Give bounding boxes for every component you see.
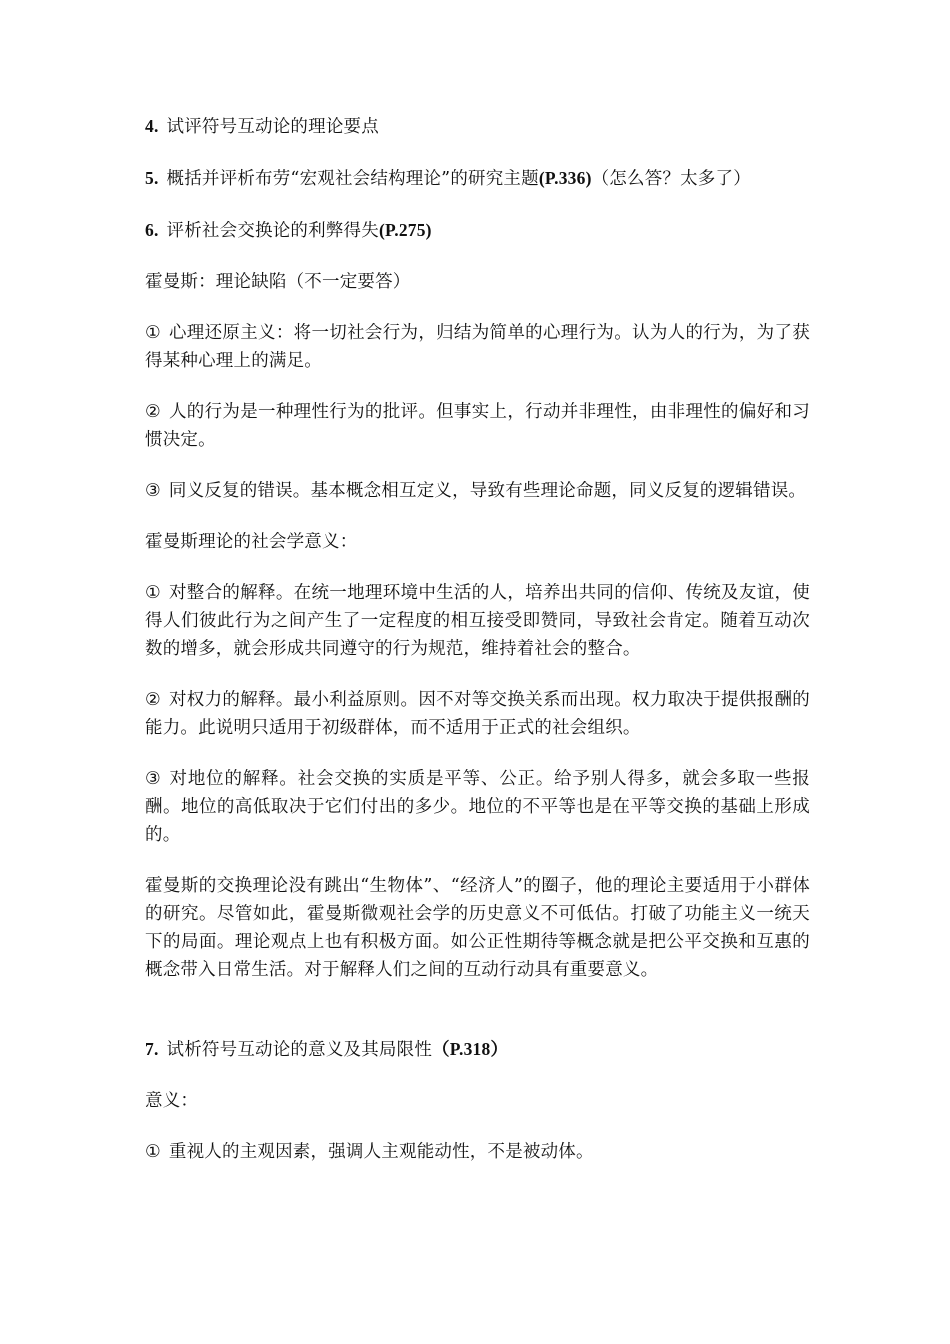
question-text: 试评符号互动论的理论要点 — [166, 117, 379, 137]
item-marker: ① — [145, 583, 161, 603]
question-5 — [145, 164, 810, 193]
question-7 — [145, 1035, 810, 1064]
question-note: （怎么答？太多了） — [591, 169, 751, 189]
item-text: 人的行为是一种理性行为的批评。但事实上，行动并非理性，由非理性的偏好和习惯决定。 — [145, 402, 810, 450]
item-marker: ③ — [145, 481, 161, 501]
defect-item — [145, 477, 810, 505]
item-text: 重视人的主观因素，强调人主观能动性，不是被动体。 — [168, 1142, 594, 1162]
item-text: 同义反复的错误。基本概念相互定义，导致有些理论命题，同义反复的逻辑错误。 — [168, 481, 807, 501]
defect-item — [145, 319, 810, 375]
question-text: 概括并评析布劳“宏观社会结构理论”的研究主题 — [166, 169, 539, 189]
item-text: 对地位的解释。社会交换的实质是平等、公正。给予别人得多，就会多取一些报酬。地位的高低取决于它们付出的多少。地位的不平等也是在平等交换的基础上形成的。 — [145, 769, 811, 845]
question-number: 7. — [145, 1039, 159, 1059]
question-text: 评析社会交换论的利弊得失 — [166, 221, 379, 241]
meaning-item — [145, 579, 810, 663]
defects-heading: 霍曼斯：理论缺陷（不一定要答） — [145, 272, 411, 292]
question-6 — [145, 216, 810, 245]
item-marker: ① — [145, 323, 161, 343]
meaning-item — [145, 686, 810, 742]
question-number: 6. — [145, 220, 159, 240]
meaning-item — [145, 765, 810, 849]
page-reference: （P.318） — [432, 1039, 509, 1059]
q7-meaning-heading: 意义： — [145, 1091, 199, 1111]
document-content — [145, 112, 810, 1189]
question-number: 4. — [145, 116, 159, 136]
q7-meaning-item — [145, 1138, 810, 1166]
item-marker: ① — [145, 1142, 161, 1162]
item-marker: ② — [145, 690, 161, 710]
summary-paragraph: 霍曼斯的交换理论没有跳出“生物体”、“经济人”的圈子，他的理论主要适用于小群体的研究。尽管如此，霍曼斯微观社会学的历史意义不可低估。打破了功能主义一统天下的局面。理论观点上也有积极方面。如公正性期待等概念就是把公平交换和互惠的概念带入日常生活。对于解释人们之间的互动行动具有重要意义。 — [145, 876, 810, 980]
item-marker: ③ — [145, 769, 162, 789]
meaning-heading: 霍曼斯理论的社会学意义： — [145, 532, 358, 552]
question-number: 5. — [145, 168, 159, 188]
blank-line — [145, 1007, 810, 1035]
item-marker: ② — [145, 402, 161, 422]
item-text: 心理还原主义：将一切社会行为，归结为简单的心理行为。认为人的行为，为了获得某种心理上的满足。 — [145, 323, 810, 371]
question-text: 试析符号互动论的意义及其局限性 — [166, 1040, 433, 1060]
page-reference: (P.336) — [538, 168, 592, 188]
question-4 — [145, 112, 810, 141]
defect-item — [145, 398, 810, 454]
page-reference: (P.275) — [378, 220, 432, 240]
item-text: 对权力的解释。最小利益原则。因不对等交换关系而出现。权力取决于提供报酬的能力。此说明只适用于初级群体，而不适用于正式的社会组织。 — [145, 690, 810, 738]
item-text: 对整合的解释。在统一地理环境中生活的人，培养出共同的信仰、传统及友谊，使得人们彼此行为之间产生了一定程度的相互接受即赞同，导致社会肯定。随着互动次数的增多，就会形成共同遵守的行为规范，维持着社会的整合。 — [145, 583, 810, 659]
